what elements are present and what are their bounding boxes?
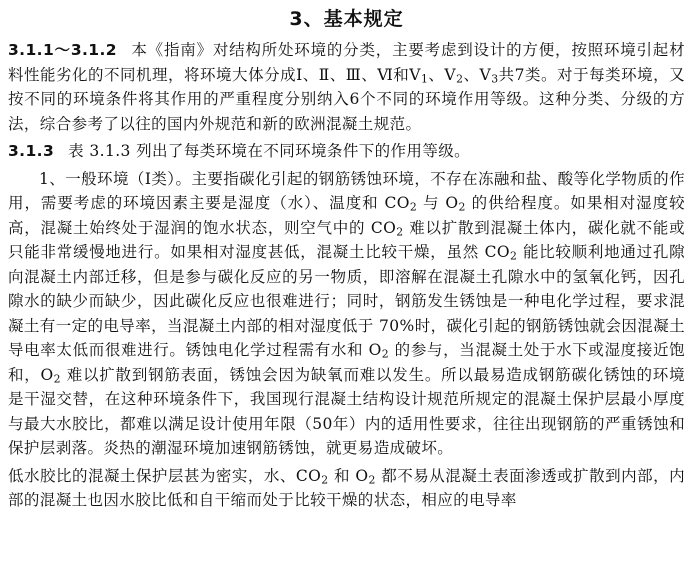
subscript: 2 <box>381 347 390 361</box>
page-title: 3、基本规定 <box>289 8 404 30</box>
paragraph-text: 和 O <box>328 466 369 485</box>
clause-3-1-1 <box>8 38 685 136</box>
subscript: 2 <box>368 473 376 487</box>
paragraph-text: 的供给程度。如果相对湿度较高，混凝土始终处于湿润的饱水状态，则空气中的 CO <box>8 194 685 237</box>
clause-3-1-3 <box>8 139 685 164</box>
paragraph-text: 与 O <box>417 194 459 212</box>
clause-text: 共7类。对于每类环境，又按不同的环境条件将其作用的严重程度分别纳入6个不同的环境作用等级。这种分类、分级的方法，综合参考了以往的国内外规范和新的欧洲混凝土规范。 <box>8 65 685 133</box>
clause-number: 3.1.3 <box>8 142 55 160</box>
subscript: 2 <box>321 473 329 487</box>
clause-text: 、Ⅴ <box>428 65 457 84</box>
clause-text: 本《指南》对结构所处环境的分类，主要考虑到设计的方便，按照环境引起材料性能劣化的不同机理，将环境大体分成Ⅰ、Ⅱ、Ⅲ、Ⅵ和Ⅴ <box>8 41 685 84</box>
paragraph-low-water-binder <box>8 464 685 513</box>
paragraph-text: 难以扩散到混凝土体内，碳化就不能或只能非常缓慢地进行。如果相对湿度甚低，混凝土比较干燥，虽然 CO <box>8 218 685 261</box>
subscript: 2 <box>509 249 518 263</box>
clause-number: 3.1.1～3.1.2 <box>8 41 117 59</box>
subscript: 2 <box>458 200 466 214</box>
clause-text: 表 3.1.3 列出了每类环境在不同环境条件下的作用等级。 <box>68 142 471 160</box>
paragraph-text: 都不易从混凝土表面渗透或扩散到内部，内部的混凝土也因水胶比低和自干缩而处于比较干燥的状态，相应的电导率 <box>8 466 685 509</box>
subscript: 2 <box>409 200 418 214</box>
clause-text: 、Ⅴ <box>463 65 492 84</box>
paragraph-text: 难以扩散到钢筋表面，锈蚀会因为缺氧而难以发生。所以最易造成钢筋碳化锈蚀的环境是干湿交替，在这种环境条件下，我国现行混凝土结构设计规范所规定的混凝土保护层最小厚度与最大水胶比，都难以满足设计使用年限（50年）内的适用性要求，往往出现钢筋的严重锈蚀和保护层剥落。炎热的潮湿环境加速钢筋锈蚀，就更易造成破坏。 <box>8 365 685 457</box>
subscript: 2 <box>396 225 404 239</box>
subscript: 2 <box>456 72 464 86</box>
paragraph-text: 的参与，当混凝土处于水下或湿度接近饱和，O <box>8 341 685 384</box>
paragraph-general-environment <box>8 167 685 461</box>
paragraph-text: 低水胶比的混凝土保护层甚为密实，水、CO <box>8 466 322 485</box>
paragraph-text: 能比较顺利地通过孔隙向混凝土内部迁移，但是参与碳化反应的另一物质，即溶解在混凝土孔隙水中的氢氧化钙，因孔隙水的缺少而缺少，因此碳化反应也很难进行；同时，钢筋发生锈蚀是一种电化学过程，要求混凝土有一定的电导率，当混凝土内部的相对湿度低于 70%时，碳化引起的钢筋锈蚀就会因混凝土导电率太低而很难进行。锈蚀电化学过程需有水和 O <box>8 243 685 359</box>
paragraph-text: 1、一般环境（Ⅰ类）。主要指碳化引起的钢筋锈蚀环境，不存在冻融和盐、酸等化学物质的作用，需要考虑的环境因素主要是湿度（水）、温度和 CO <box>8 169 685 212</box>
subscript: 1 <box>421 72 429 86</box>
subscript: 2 <box>53 372 61 386</box>
subscript: 3 <box>491 72 499 86</box>
